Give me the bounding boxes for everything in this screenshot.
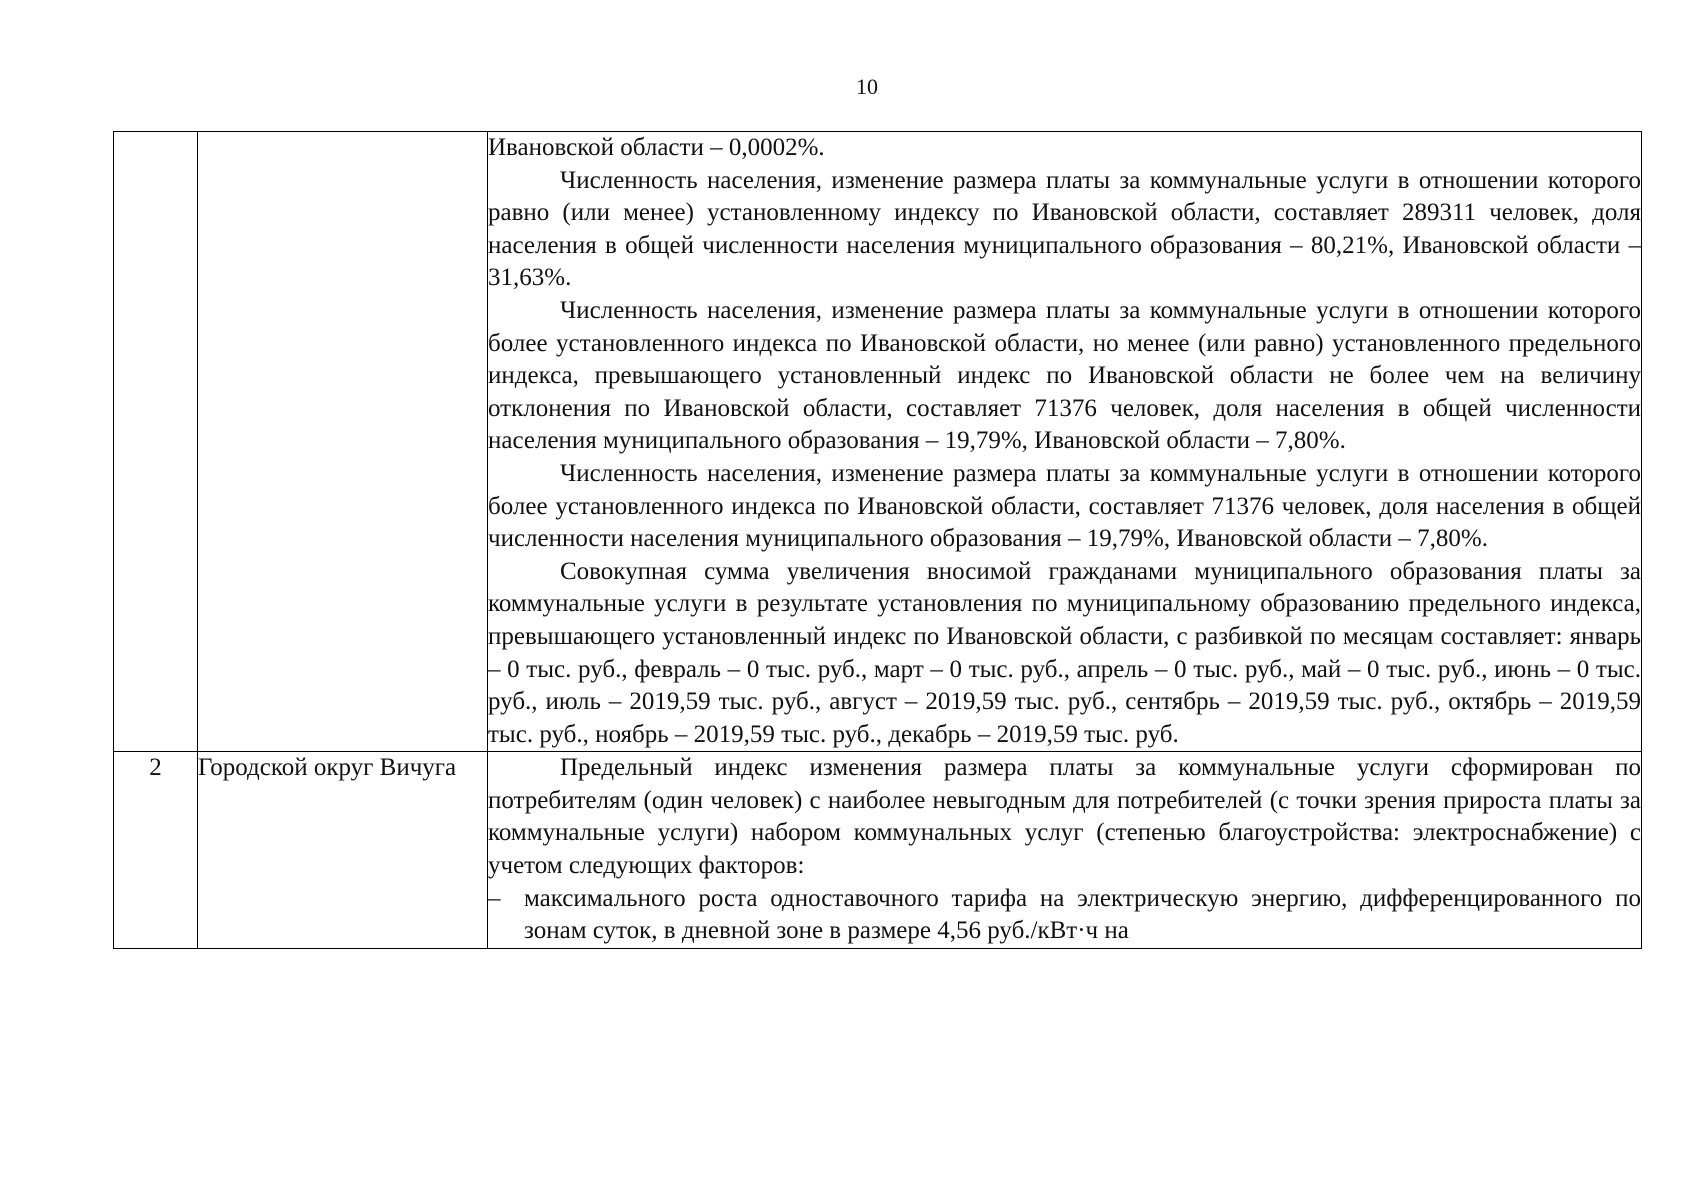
row-number-cell [114, 132, 198, 752]
row-number-cell: 2 [114, 752, 198, 949]
table-row [114, 132, 1642, 752]
tariff-table [113, 131, 1642, 949]
page-number: 10 [856, 74, 878, 99]
paragraph: Численность населения, изменение размера платы за коммунальные услуги в отношении которого более установленного индекса по Ивановской области, но менее (или равно) установленного предельного индекса, превышающего установленный индекс по Ивановской области не более чем на величину отклонения по Ивановской области, составляет 71376 человек, доля населения в общей численности населения муниципального образования – 19,79%, Ивановской области – 7,80%. [488, 296, 1641, 455]
description-cell [488, 132, 1642, 752]
dash-marker: – [488, 884, 501, 912]
list-item [488, 883, 1641, 948]
table-row [114, 752, 1642, 949]
municipality-name-cell [198, 132, 488, 752]
list-item-text: максимального роста одноставочного тарифа на электрическую энергию, дифференцированного по зонам суток, в дневной зоне в размере 4,56 руб./кВт·ч на [524, 884, 1641, 945]
municipality-name-cell: Городской округ Вичуга [198, 752, 488, 949]
paragraph: Численность населения, изменение размера платы за коммунальные услуги в отношении которого более установленного индекса по Ивановской области, составляет 71376 человек, доля населения в общей численности населения муниципального образования – 19,79%, Ивановской области – 7,80%. [488, 459, 1641, 553]
paragraph: Совокупная сумма увеличения вносимой гражданами муниципального образования платы за коммунальные услуги в результате установления по муниципальному образованию предельного индекса, превышающего установленный индекс по Ивановской области, с разбивкой по месяцам составляет: январь – 0 тыс. руб., февраль – 0 тыс. руб., март – 0 тыс. руб., апрель – 0 тыс. руб., май – 0 тыс. руб., июнь – 0 тыс. руб., июль – 2019,59 тыс. руб., август – 2019,59 тыс. руб., сентябрь – 2019,59 тыс. руб., октябрь – 2019,59 тыс. руб., ноябрь – 2019,59 тыс. руб., декабрь – 2019,59 тыс. руб. [488, 557, 1641, 748]
paragraph: Предельный индекс изменения размера платы за коммунальные услуги сформирован по потребителям (один человек) с наиболее невыгодным для потребителей (с точки зрения прироста платы за коммунальные услуги) набором коммунальных услуг (степенью благоустройства: электроснабжение) с учетом следующих факторов: [488, 754, 1641, 880]
paragraph: Численность населения, изменение размера платы за коммунальные услуги в отношении которого равно (или менее) установленному индексу по Ивановской области, составляет 289311 человек, доля населения в общей численности населения муниципального образования – 80,21%, Ивановской области – 31,63%. [488, 166, 1641, 292]
description-cell [488, 752, 1642, 949]
paragraph: Ивановской области – 0,0002%. [488, 134, 825, 161]
